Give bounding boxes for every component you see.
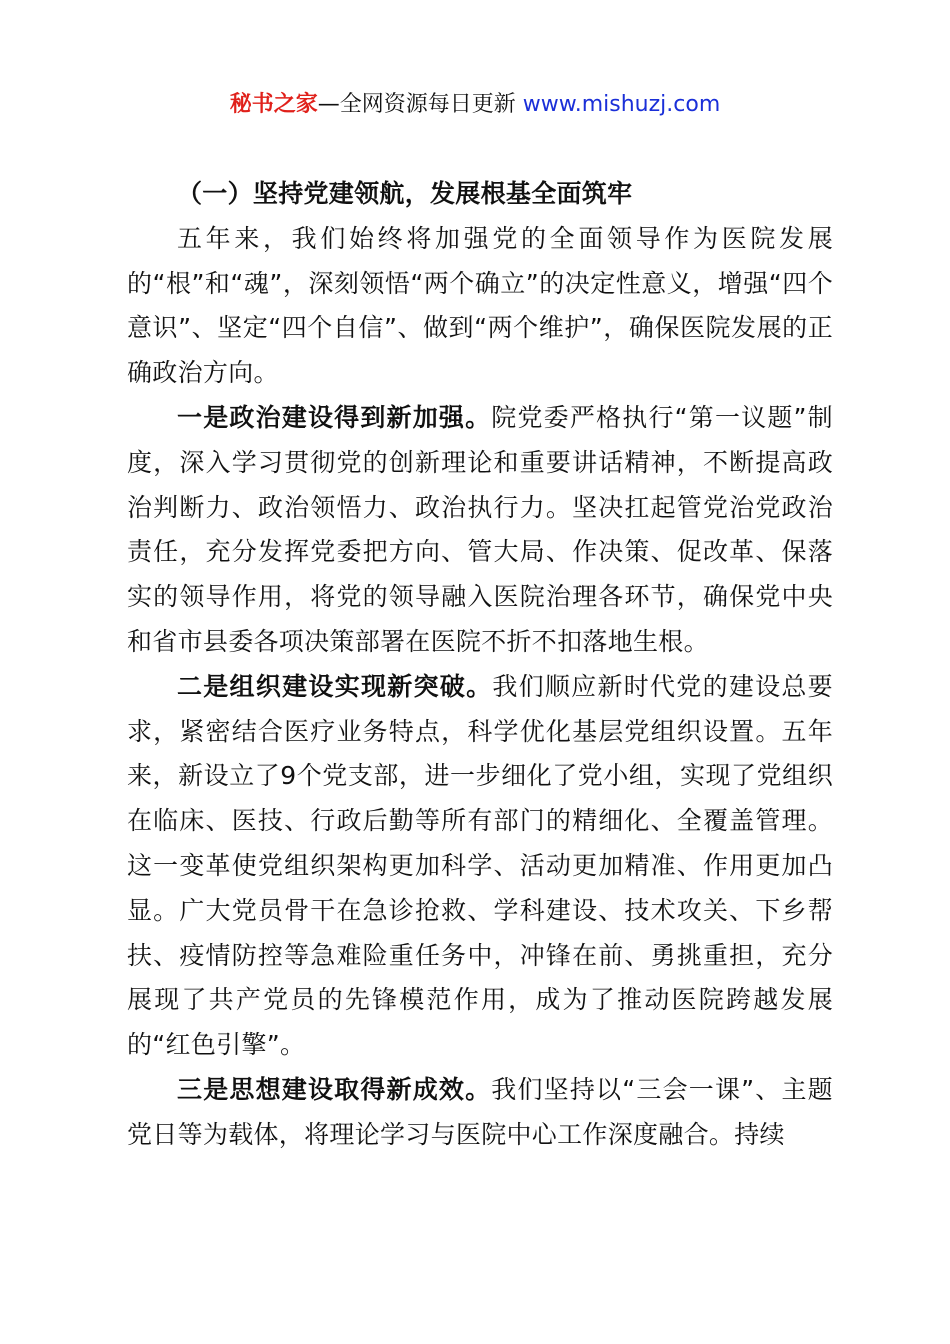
site-tagline: —全网资源每日更新 [317, 92, 516, 117]
paragraph-body: 院党委严格执行“第一议题”制度，深入学习贯彻党的创新理论和重要讲话精神，不断提高政治判断力、政治领悟力、政治执行力。坚决扛起管党治党政治责任，充分发挥党委把方向、管大局、作决策、促改革、保落实的领导作用，将党的领导融入医院治理各环节，确保党中央和省市县委各项决策部署在医院不折不扣落地生根。 [127, 402, 833, 656]
paragraph-lead: 一是政治建设得到新加强。 [177, 402, 492, 432]
paragraph-body: 我们坚持以“三会一课”、主题党日等为载体，将理论学习与医院中心工作深度融合。持续 [127, 1074, 833, 1149]
intro-paragraph: 五年来，我们始终将加强党的全面领导作为医院发展的“根”和“魂”，深刻领悟“两个确立”的决定性意义，增强“四个意识”、坚定“四个自信”、做到“两个维护”，确保医院发展的正确政治方向。 [127, 223, 833, 388]
paragraph-political-building [127, 396, 833, 665]
site-url-link[interactable]: www.mishuzj.com [522, 92, 721, 117]
section-heading: （一）坚持党建领航，发展根基全面筑牢 [177, 179, 633, 208]
site-brand: 秘书之家 [229, 92, 318, 117]
paragraph-organization-building [127, 665, 833, 1068]
document-body [127, 172, 833, 1158]
paragraph-ideological-building [127, 1068, 833, 1158]
paragraph-lead: 三是思想建设取得新成效。 [177, 1074, 492, 1104]
paragraph-body: 我们顺应新时代党的建设总要求，紧密结合医疗业务特点，科学优化基层党组织设置。五年来，新设立了9个党支部，进一步细化了党小组，实现了党组织在临床、医技、行政后勤等所有部门的精细化、全覆盖管理。这一变革使党组织架构更加科学、活动更加精准、作用更加凸显。广大党员骨干在急诊抢救、学科建设、技术攻关、下乡帮扶、疫情防控等急难险重任务中，冲锋在前、勇挑重担，充分展现了共产党员的先锋模范作用，成为了推动医院跨越发展的“红色引擎”。 [127, 671, 833, 1060]
site-header [0, 90, 950, 120]
paragraph-lead: 二是组织建设实现新突破。 [177, 671, 493, 701]
